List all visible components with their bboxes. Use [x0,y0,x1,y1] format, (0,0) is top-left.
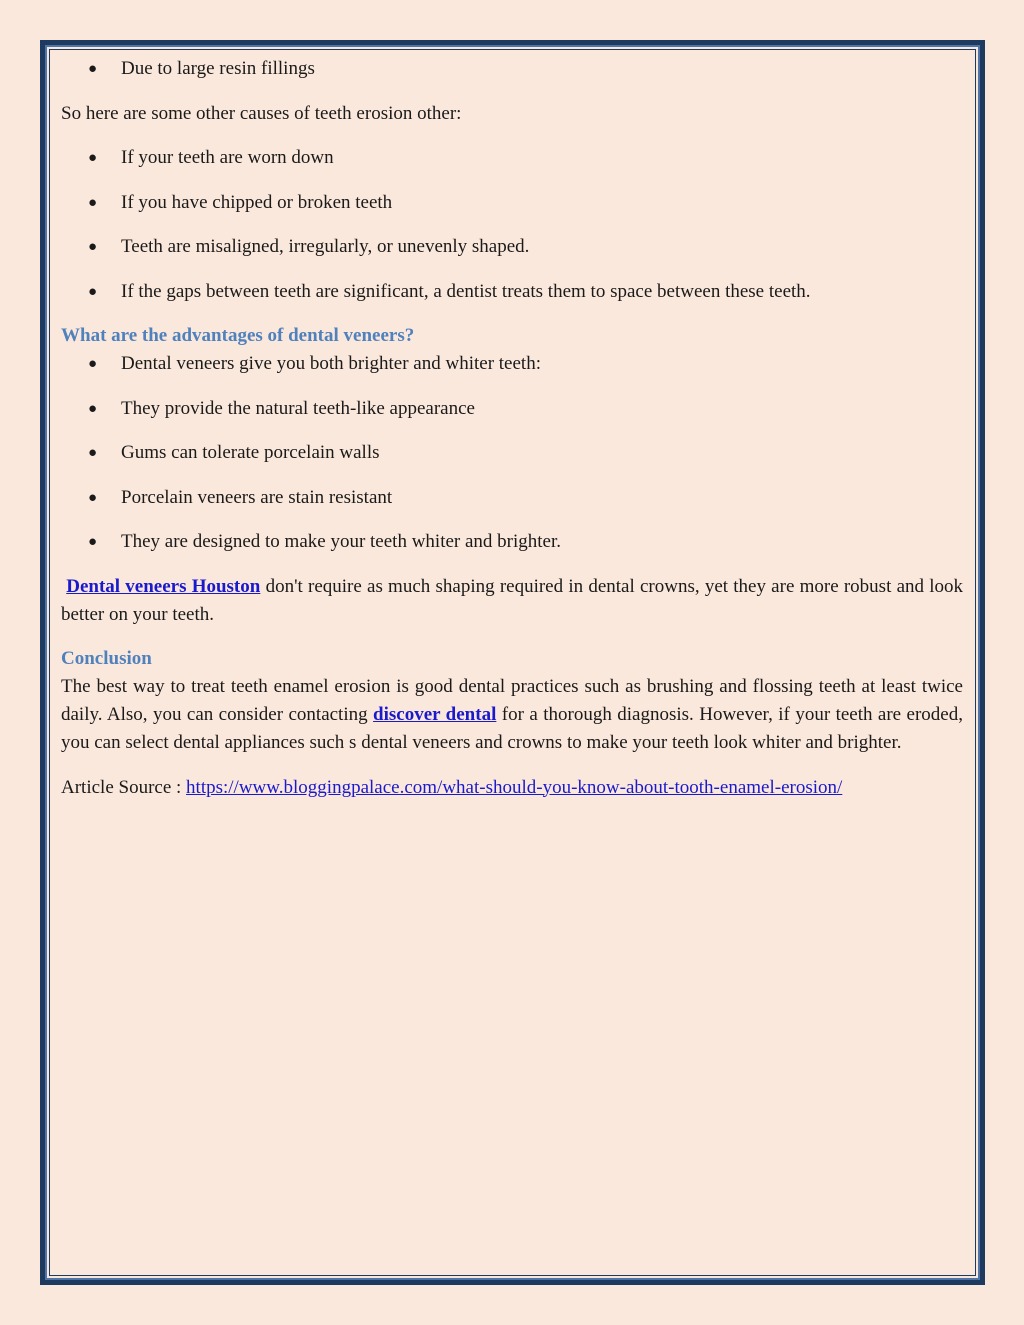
article-source-link[interactable]: https://www.bloggingpalace.com/what-should-you-know-about-tooth-enamel-erosion/ [186,776,843,798]
bullet-icon: ● [88,239,98,255]
list-item [61,439,963,467]
list-item [61,144,963,172]
list-item-text: If you have chipped or broken teeth [121,191,393,213]
list-item [61,233,963,261]
advantages-list [61,350,963,556]
list-item-text: Teeth are misaligned, irregularly, or unevenly shaped. [121,236,530,257]
bullet-icon: ● [88,283,98,300]
article-source-label: Article Source : [61,776,187,798]
conclusion-text-1: The best way to treat teeth enamel erosion is good dental practices such as brushing and flossing teeth at least twice daily. Also, you can consider contacting [61,676,963,725]
causes-list-top [61,55,963,83]
other-causes-list [61,144,963,306]
list-item [61,189,963,217]
list-item [61,484,963,512]
bullet-icon: ● [88,194,98,211]
intro-paragraph: So here are some other causes of teeth erosion other: [61,102,462,124]
list-item-text: They are designed to make your teeth whiter and brighter. [121,531,562,552]
discover-dental-link[interactable]: discover dental [373,704,497,725]
list-item [61,278,963,306]
list-item [61,528,963,556]
conclusion-paragraph [61,673,963,757]
list-item [61,395,963,423]
dental-veneers-houston-link[interactable]: Dental veneers Houston [66,575,261,597]
bullet-icon: ● [88,400,98,417]
bullet-icon: ● [88,445,98,461]
list-item-text: Gums can tolerate porcelain walls [121,442,380,463]
conclusion-text-2: for a thorough diagnosis. However, if your teeth are eroded, you can select dental appliances such s dental veneers and crowns to make your teeth look whiter and brighter. [61,704,963,753]
article-source [61,774,963,802]
list-item-text: Dental veneers give you both brighter and whiter teeth: [121,353,541,374]
list-item-text: If your teeth are worn down [121,147,334,168]
bullet-icon: ● [88,489,98,506]
list-item-text: Porcelain veneers are stain resistant [121,486,393,508]
list-item-text: They provide the natural teeth-like appearance [121,397,475,419]
bullet-icon: ● [88,150,98,166]
bullet-icon: ● [88,534,98,550]
list-item-text: If the gaps between teeth are significant, a dentist treats them to space between these teeth. [121,280,811,302]
article-content [61,55,963,818]
advantages-heading: What are the advantages of dental veneers? [61,325,415,346]
veneers-paragraph [61,573,963,629]
list-item-text: Due to large resin fillings [121,58,315,79]
list-item [61,350,963,378]
bullet-icon: ● [88,356,98,372]
conclusion-heading: Conclusion [61,648,152,669]
veneers-paragraph-text: don't require as much shaping required in dental crowns, yet they are more robust and look better on your teeth. [61,575,964,625]
list-item [61,55,963,83]
bullet-icon: ● [88,61,98,77]
